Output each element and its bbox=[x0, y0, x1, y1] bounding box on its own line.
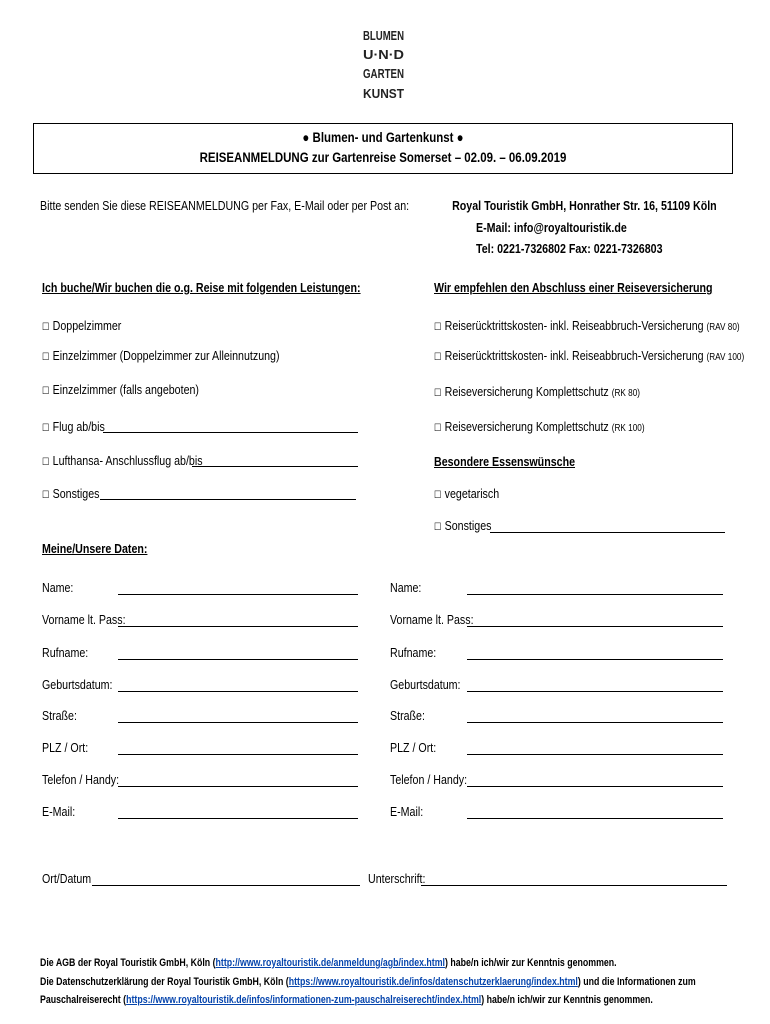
insurance-heading: Wir empfehlen den Abschluss einer Reiseversicherung bbox=[434, 280, 713, 295]
checkbox-icon[interactable]: ☐ bbox=[42, 423, 50, 434]
option-label: Einzelzimmer (falls angeboten) bbox=[52, 382, 199, 397]
option-doppelzimmer[interactable] bbox=[42, 318, 121, 333]
option-rav100[interactable] bbox=[434, 348, 744, 363]
option-code: (RAV 80) bbox=[706, 322, 740, 333]
footer-agb-text-end: ) habe/n ich/wir zur Kenntnis genommen. bbox=[445, 957, 617, 969]
field-label-rufname-1: Rufname: bbox=[42, 645, 89, 660]
option-meal-sonstiges[interactable] bbox=[434, 518, 491, 533]
option-code: (RAV 100) bbox=[706, 352, 745, 363]
footer-agb bbox=[40, 957, 617, 969]
field-input-telefon-1[interactable] bbox=[118, 786, 358, 787]
logo-line-3: GARTEN bbox=[363, 66, 404, 81]
field-label-telefon-1: Telefon / Handy: bbox=[42, 772, 120, 787]
footer-ds-text: Die Datenschutzerklärung der Royal Touristik GmbH, Köln ( bbox=[40, 976, 289, 988]
logo-line-1: BLUMEN bbox=[363, 28, 404, 43]
flug-input-line[interactable] bbox=[103, 432, 358, 433]
header-box bbox=[33, 123, 733, 174]
option-rk80[interactable] bbox=[434, 384, 640, 399]
option-flug[interactable] bbox=[42, 419, 105, 434]
footer-datenschutz bbox=[40, 976, 696, 988]
field-input-email-2[interactable] bbox=[467, 818, 723, 819]
logo-line-2: U·N·D bbox=[363, 47, 404, 62]
field-label-vorname-1: Vorname lt. Pass: bbox=[42, 612, 126, 627]
field-input-telefon-2[interactable] bbox=[467, 786, 723, 787]
logo-line-4: KUNST bbox=[363, 86, 405, 101]
checkbox-icon[interactable]: ☐ bbox=[434, 423, 442, 434]
field-label-plz-2: PLZ / Ort: bbox=[390, 740, 437, 755]
pauschalreise-link[interactable]: https://www.royaltouristik.de/infos/informationen-zum-pauschalreiserecht/index.html bbox=[126, 994, 482, 1006]
field-input-geburtsdatum-2[interactable] bbox=[467, 691, 723, 692]
sonstiges-input-line[interactable] bbox=[100, 499, 356, 500]
intro-text: Bitte senden Sie diese REISEANMELDUNG per Fax, E-Mail oder per Post an: bbox=[40, 198, 410, 213]
field-label-vorname-2: Vorname lt. Pass: bbox=[390, 612, 474, 627]
option-label: Reiserücktrittskosten- inkl. Reiseabbruch-Versicherung bbox=[444, 348, 704, 363]
checkbox-icon[interactable]: ☐ bbox=[434, 490, 442, 501]
signature-label: Unterschrift: bbox=[368, 871, 426, 886]
field-input-plz-2[interactable] bbox=[467, 754, 723, 755]
checkbox-icon[interactable]: ☐ bbox=[434, 352, 442, 363]
field-label-strasse-2: Straße: bbox=[390, 708, 425, 723]
logo bbox=[362, 22, 405, 102]
place-date-label: Ort/Datum bbox=[42, 871, 92, 886]
option-label: vegetarisch bbox=[444, 486, 500, 501]
option-vegetarisch[interactable] bbox=[434, 486, 499, 501]
option-label: Reiseversicherung Komplettschutz bbox=[444, 419, 609, 434]
anschlussflug-input-line[interactable] bbox=[192, 466, 358, 467]
footer-agb-text: Die AGB der Royal Touristik GmbH, Köln ( bbox=[40, 957, 216, 969]
footer-ds-text-end: ) und die Informationen zum bbox=[577, 976, 696, 988]
checkbox-icon[interactable]: ☐ bbox=[42, 352, 50, 363]
field-label-geburtsdatum-2: Geburtsdatum: bbox=[390, 677, 461, 692]
option-label: Lufthansa- Anschlussflug ab/bis bbox=[52, 453, 203, 468]
field-input-rufname-1[interactable] bbox=[118, 659, 358, 660]
field-input-strasse-1[interactable] bbox=[118, 722, 358, 723]
signature-input[interactable] bbox=[421, 885, 727, 886]
header-title: ● Blumen- und Gartenkunst ● bbox=[302, 130, 464, 145]
field-input-strasse-2[interactable] bbox=[467, 722, 723, 723]
field-label-email-1: E-Mail: bbox=[42, 804, 76, 819]
option-label: Reiseversicherung Komplettschutz bbox=[444, 384, 609, 399]
footer-pr-text-end: ) habe/n ich/wir zur Kenntnis genommen. bbox=[481, 994, 653, 1006]
field-label-geburtsdatum-1: Geburtsdatum: bbox=[42, 677, 113, 692]
field-input-email-1[interactable] bbox=[118, 818, 358, 819]
option-anschlussflug[interactable] bbox=[42, 453, 203, 468]
option-einzelzimmer-alleinnutzung[interactable] bbox=[42, 348, 280, 363]
field-label-plz-1: PLZ / Ort: bbox=[42, 740, 89, 755]
option-einzelzimmer[interactable] bbox=[42, 382, 199, 397]
option-label: Flug ab/bis bbox=[52, 419, 105, 434]
option-label: Sonstiges bbox=[444, 518, 492, 533]
contact-email: E-Mail: info@royaltouristik.de bbox=[476, 220, 627, 235]
footer-pauschalreise bbox=[40, 994, 653, 1006]
field-label-strasse-1: Straße: bbox=[42, 708, 77, 723]
checkbox-icon[interactable]: ☐ bbox=[42, 457, 50, 468]
field-label-telefon-2: Telefon / Handy: bbox=[390, 772, 468, 787]
checkbox-icon[interactable]: ☐ bbox=[434, 322, 442, 333]
field-label-email-2: E-Mail: bbox=[390, 804, 424, 819]
meal-heading: Besondere Essenswünsche bbox=[434, 454, 576, 469]
checkbox-icon[interactable]: ☐ bbox=[434, 388, 442, 399]
option-rav80[interactable] bbox=[434, 318, 740, 333]
option-label: Doppelzimmer bbox=[52, 318, 122, 333]
agb-link[interactable]: http://www.royaltouristik.de/anmeldung/agb/index.html bbox=[215, 957, 446, 969]
checkbox-icon[interactable]: ☐ bbox=[42, 322, 50, 333]
field-label-name-2: Name: bbox=[390, 580, 422, 595]
datenschutz-link[interactable]: https://www.royaltouristik.de/infos/datenschutzerklaerung/index.html bbox=[288, 976, 578, 988]
field-label-rufname-2: Rufname: bbox=[390, 645, 437, 660]
checkbox-icon[interactable]: ☐ bbox=[42, 490, 50, 501]
option-label: Einzelzimmer (Doppelzimmer zur Alleinnutzung) bbox=[52, 348, 280, 363]
field-input-rufname-2[interactable] bbox=[467, 659, 723, 660]
field-input-geburtsdatum-1[interactable] bbox=[118, 691, 358, 692]
option-code: (RK 100) bbox=[611, 423, 645, 434]
header-subtitle: REISEANMELDUNG zur Gartenreise Somerset – 02.09. – 06.09.2019 bbox=[199, 150, 567, 165]
personal-heading: Meine/Unsere Daten: bbox=[42, 541, 148, 556]
field-input-name-1[interactable] bbox=[118, 594, 358, 595]
option-sonstiges[interactable] bbox=[42, 486, 99, 501]
meal-sonstiges-input-line[interactable] bbox=[490, 532, 725, 533]
contact-phone: Tel: 0221-7326802 Fax: 0221-7326803 bbox=[476, 241, 663, 256]
checkbox-icon[interactable]: ☐ bbox=[434, 522, 442, 533]
option-label: Sonstiges bbox=[52, 486, 100, 501]
field-input-vorname-2[interactable] bbox=[467, 626, 723, 627]
booking-heading: Ich buche/Wir buchen die o.g. Reise mit folgenden Leistungen: bbox=[42, 280, 361, 295]
contact-address: Royal Touristik GmbH, Honrather Str. 16, 51109 Köln bbox=[452, 198, 717, 213]
field-input-name-2[interactable] bbox=[467, 594, 723, 595]
option-code: (RK 80) bbox=[611, 388, 640, 399]
option-rk100[interactable] bbox=[434, 419, 645, 434]
footer-pr-text: Pauschalreiserecht ( bbox=[40, 994, 127, 1006]
option-label: Reiserücktrittskosten- inkl. Reiseabbruch-Versicherung bbox=[444, 318, 704, 333]
field-input-vorname-1[interactable] bbox=[118, 626, 358, 627]
field-label-name-1: Name: bbox=[42, 580, 74, 595]
checkbox-icon[interactable]: ☐ bbox=[42, 386, 50, 397]
field-input-plz-1[interactable] bbox=[118, 754, 358, 755]
place-date-input[interactable] bbox=[92, 885, 360, 886]
